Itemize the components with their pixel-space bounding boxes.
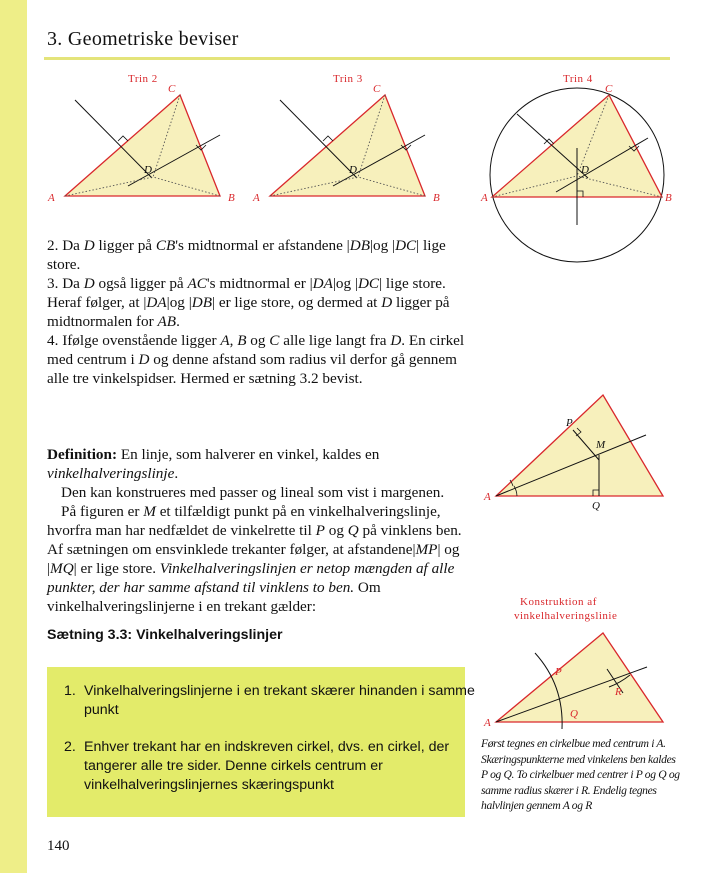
construction-label-a: A (484, 717, 491, 729)
trin2-label-d: D (144, 164, 152, 176)
trin2-figure (40, 80, 250, 210)
trin4-label-a: A (481, 192, 488, 204)
theorem-heading: Sætning 3.3: Vinkelhalveringslinjer (47, 627, 283, 643)
bisector-angle (496, 395, 663, 496)
trin4-label-c: C (605, 83, 613, 95)
bisector-label-p: P (566, 417, 573, 429)
construction-label-r: R (615, 686, 622, 698)
trin2-label-c: C (168, 83, 176, 95)
bisector-label-q: Q (592, 500, 600, 512)
proof-step-4: 4. Ifølge ovenstående ligger A, B og C alle lige langt fra D. En cirkel med centrum i D og denne afstand som radius vil derfor gå gennem alle tre vinkelspidser. Hermed er sætning 3.2 bevist. (47, 332, 465, 387)
trin3-label-c: C (373, 83, 381, 95)
trin2-title: Trin 2 (128, 73, 158, 85)
page-number: 140 (47, 838, 70, 854)
trin2-label-a: A (48, 192, 55, 204)
theorem-item-1: 1. Vinkelhalveringslinjerne i en trekant skærer hinanden i samme punkt (64, 683, 475, 718)
construction-caption: Først tegnes en cirkelbue med centrum i A. Skæringspunkterne med vinkelens ben kaldes P og Q. To cirkelbuer med centrer i P og Q og samme radius skærer i R. Endelig tegnes halvlinjen gennem A og R (481, 737, 680, 812)
theorem-box (47, 667, 475, 817)
trin3-right-angle-1 (323, 136, 333, 141)
trin4-label-b: B (665, 192, 672, 204)
bisector-label-m: M (596, 439, 606, 451)
definition-explanation: På figuren er M et tilfældigt punkt på en vinkelhalveringslinje, hvorfra man har nedfældet de vinkelrette til P og Q på vinklens ben. Af sætningen om ensvinklede trekanter følger, at afstandene|MP| og |MQ| er lige store. Vinkelhalveringslinjen er netop mængden af alle punkter, der har samme afstand til vinklens to ben. Om vinkelhalveringslinjerne i en trekant gælder: (47, 503, 462, 615)
construction-label-q: Q (570, 708, 578, 720)
trin3-title: Trin 3 (333, 73, 363, 85)
chapter-title: 3. Geometriske beviser (47, 28, 239, 50)
trin3-label-d: D (349, 164, 357, 176)
trin3-label-b: B (433, 192, 440, 204)
trin2-label-b: B (228, 192, 235, 204)
trin3-label-a: A (253, 192, 260, 204)
definition-construction-note: Den kan konstrueres med passer og lineal som vist i margenen. (61, 484, 445, 501)
construction-label-p: P (555, 666, 562, 678)
construction-figure (480, 625, 680, 735)
margin-bar (0, 0, 27, 873)
definition-paragraph: Definition: En linje, som halverer en vinkel, kaldes en vinkelhalveringslinje. (47, 446, 380, 482)
construction-angle (496, 633, 663, 722)
proof-step-3: 3. Da D også ligger på AC's midtnormal er |DA|og |DC| lige store. Heraf følger, at |DA|og |DB| er lige store, og dermed at D ligger på midtnormalen for AB. (47, 275, 450, 330)
title-rule (44, 57, 670, 60)
trin4-label-d: D (581, 164, 589, 176)
definition-text (47, 445, 467, 616)
bisector-label-a: A (484, 491, 491, 503)
trin3-figure (245, 80, 455, 210)
trin4-title: Trin 4 (563, 73, 593, 85)
proof-step-2: 2. Da D ligger på CB's midtnormal er afstandene |DB|og |DC| lige store. (47, 237, 446, 273)
trin4-figure (478, 80, 678, 270)
trin2-right-angle-1 (118, 136, 128, 141)
theorem-item-2: 2. Enhver trekant har en indskreven cirkel, dvs. en cirkel, der tangerer alle tre sider. Denne cirkels centrum er vinkelhalveringslinjernes skæringspunkt (64, 739, 450, 793)
proof-text (47, 236, 467, 388)
construction-title-line2: vinkelhalveringslinie (514, 610, 618, 622)
bisector-figure (480, 385, 680, 515)
construction-title-line1: Konstruktion af (520, 596, 597, 608)
